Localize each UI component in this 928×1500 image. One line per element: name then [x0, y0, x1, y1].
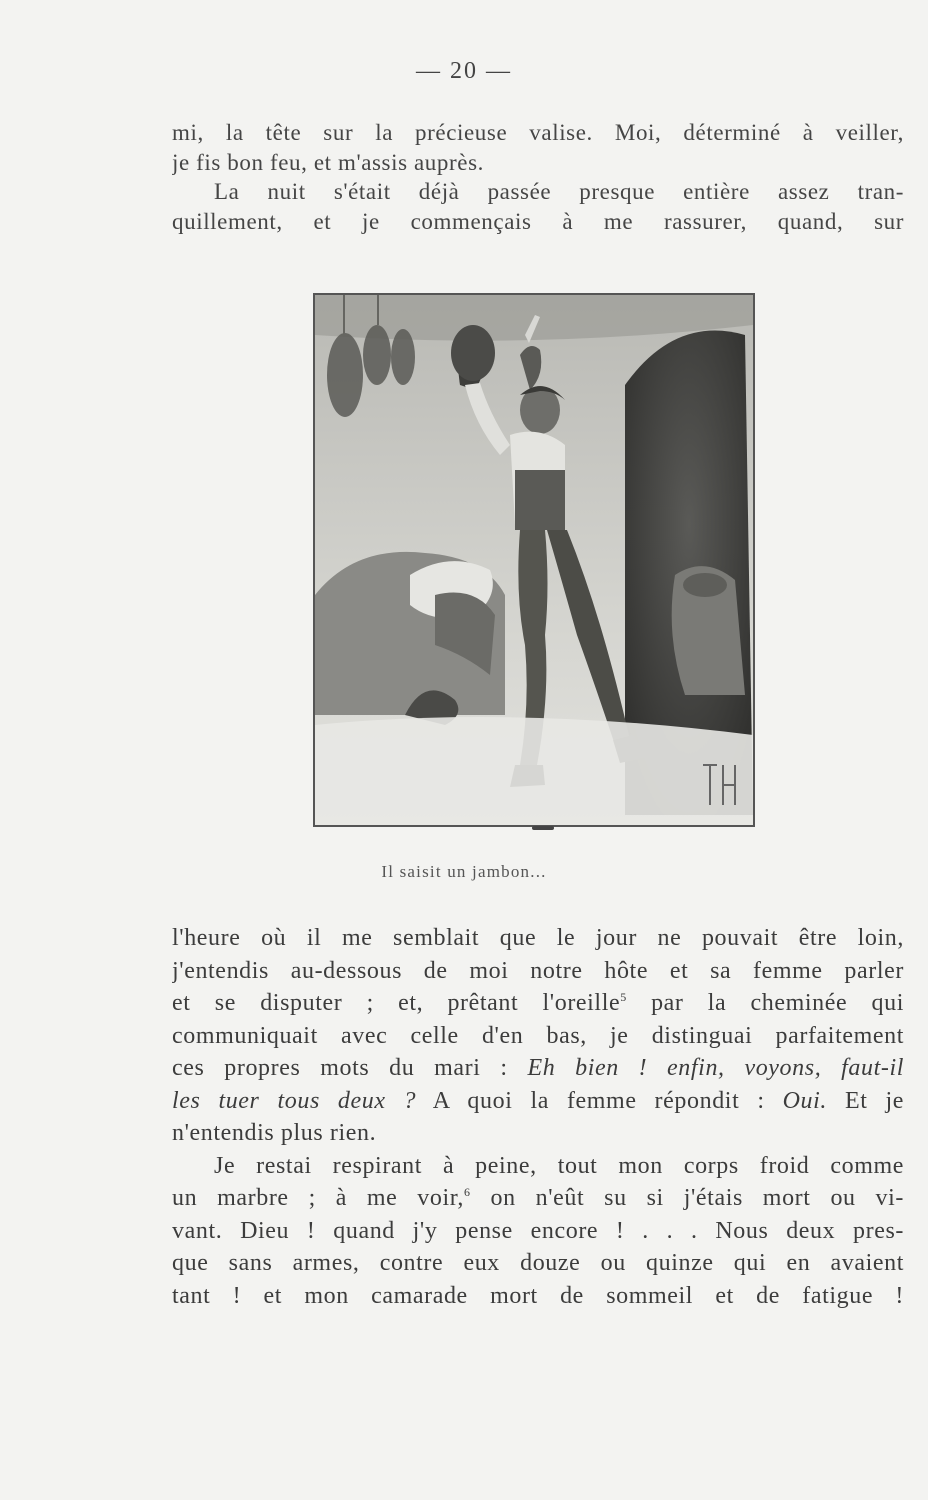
- footnote-marker: 5: [620, 990, 627, 1004]
- text-segment: Et je: [826, 1087, 904, 1114]
- text-line: quillement, et je commençais à me rassurer, quand, sur: [172, 208, 904, 234]
- text-line: n'entendis plus rien.: [172, 1120, 377, 1146]
- text-line: [172, 987, 904, 1020]
- page-number: — 20 —: [416, 58, 512, 84]
- text-segment: un marbre ; à me voir,: [172, 1185, 465, 1211]
- text-line: mi, la tête sur la précieuse valise. Moi, déterminé à veiller,: [172, 120, 904, 145]
- text-line: communiquait avec celle d'en bas, je distinguai parfaitement: [172, 1022, 904, 1049]
- text-line: vant. Dieu ! quand j'y pense encore ! . . . Nous deux pres-: [172, 1217, 904, 1244]
- italic-answer: Oui.: [782, 1087, 827, 1114]
- engraving-image: [315, 295, 753, 825]
- bottom-paragraphs: [172, 922, 904, 1312]
- italic-quote: Eh bien ! enfin, voyons, faut-il: [527, 1055, 904, 1081]
- text-line: l'heure où il me semblait que le jour ne pouvait être loin,: [172, 925, 904, 951]
- text-line: [172, 1085, 904, 1118]
- text-segment: A quoi la femme répondit :: [416, 1087, 783, 1114]
- footnote-marker: 6: [464, 1185, 471, 1199]
- text-line: je fis bon feu, et m'assis auprès.: [172, 149, 484, 175]
- text-segment: on n'eût su si j'étais mort ou vi-: [470, 1185, 904, 1211]
- caption-mark: [532, 826, 554, 830]
- italic-quote: les tuer tous deux ?: [172, 1087, 417, 1114]
- text-segment: par la cheminée qui: [626, 990, 904, 1016]
- text-line: [172, 1052, 904, 1085]
- text-line: que sans armes, contre eux douze ou quinze qui en avaient: [172, 1250, 904, 1276]
- text-line: La nuit s'était déjà passée presque entière assez tran-: [214, 179, 904, 204]
- illustration-caption: Il saisit un jambon...: [381, 862, 547, 881]
- illustration: [313, 293, 755, 827]
- text-line: [172, 1182, 904, 1215]
- text-segment: ces propres mots du mari :: [172, 1055, 528, 1081]
- text-line: tant ! et mon camarade mort de sommeil et de fatigue !: [172, 1282, 904, 1309]
- text-line: j'entendis au-dessous de moi notre hôte et sa femme parler: [172, 957, 904, 984]
- top-paragraphs: [172, 118, 904, 236]
- text-line: Je restai respirant à peine, tout mon corps froid comme: [214, 1152, 904, 1179]
- text-segment: et se disputer ; et, prêtant l'oreille: [172, 990, 621, 1016]
